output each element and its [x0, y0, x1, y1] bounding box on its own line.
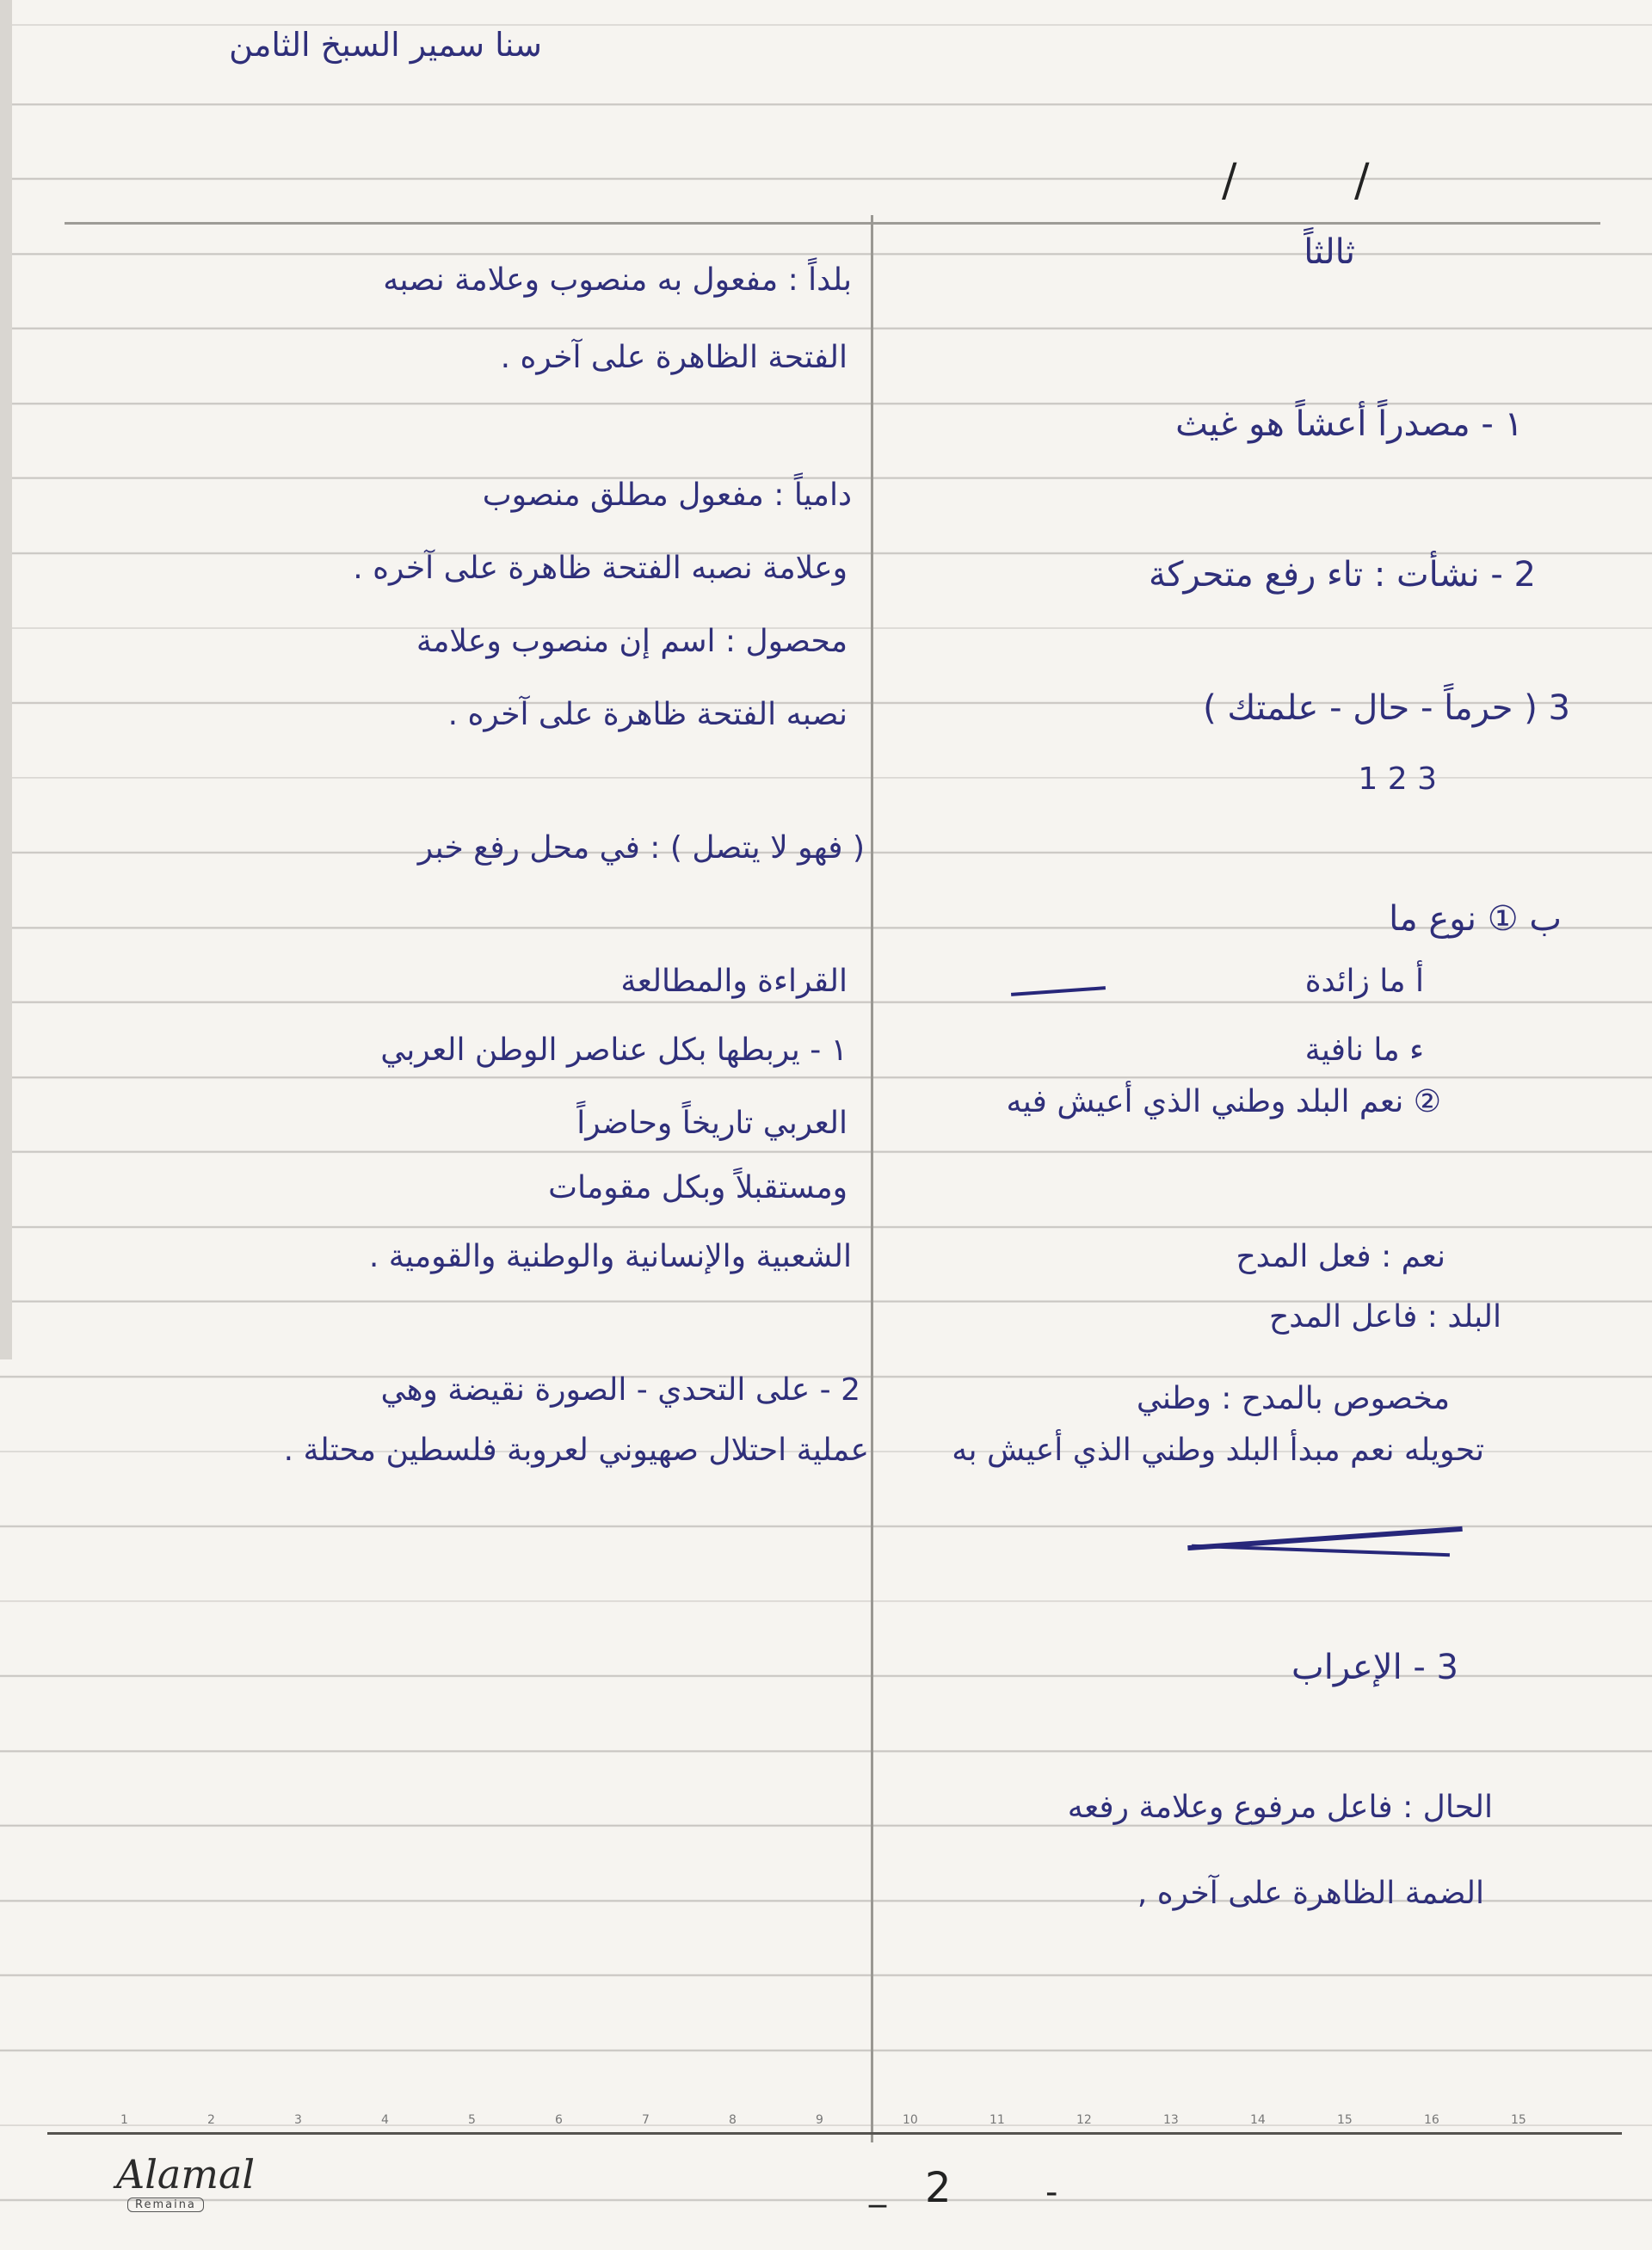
left-column-line: محصول : اسم إن منصوب وعلامة [416, 624, 848, 659]
ruler-scale [120, 2113, 1583, 2130]
ruler-tick: 7 [642, 2113, 650, 2127]
crossed-out-word [1011, 986, 1106, 996]
left-column-line: بلداً : مفعول به منصوب وعلامة نصبه [383, 262, 852, 298]
ruler-tick: 15 [1511, 2113, 1526, 2127]
page-number-dash: _ [869, 2168, 886, 2208]
ruler-tick: 3 [294, 2113, 302, 2127]
page-number: 2 [925, 2164, 952, 2212]
left-column-line: الشعبية والإنسانية والوطنية والقومية . [368, 1239, 852, 1274]
left-column-line: العربي تاريخاً وحاضراً [576, 1106, 848, 1141]
page-number-dash: - [1045, 2173, 1058, 2212]
left-column-line: نصبه الفتحة ظاهرة على آخره . [447, 697, 848, 732]
top-rule-line [65, 222, 1600, 225]
column-divider [871, 215, 873, 2142]
ruler-tick: 16 [1424, 2113, 1439, 2127]
bottom-rule-line [47, 2132, 1622, 2135]
ruler-tick: 2 [207, 2113, 215, 2127]
ruler-tick: 1 [120, 2113, 128, 2127]
ruler-tick: 13 [1163, 2113, 1179, 2127]
left-column-line: ومستقبلاً وبكل مقومات [548, 1170, 848, 1205]
right-column-line: الحال : فاعل مرفوع وعلامة رفعه [1067, 1790, 1493, 1825]
right-column-line: ثالثاً [1304, 232, 1355, 272]
left-column-line: القراءة والمطالعة [620, 964, 848, 999]
brand-logo: Alamal [116, 2151, 256, 2198]
right-column-line: 3 2 1 [1358, 761, 1437, 797]
right-column-line: نعم : فعل المدح [1236, 1239, 1446, 1274]
ruler-tick: 11 [989, 2113, 1005, 2127]
right-column-line: الضمة الظاهرة على آخره , [1137, 1876, 1484, 1911]
right-column-line: أ ما زائدة [1304, 964, 1424, 999]
left-column-line: ١ - يربطها بكل عناصر الوطن العربي [380, 1033, 848, 1068]
right-column-line: 3 - الإعراب [1291, 1648, 1458, 1687]
ruler-tick: 14 [1250, 2113, 1266, 2127]
left-column-line: دامياً : مفعول مطلق منصوب [482, 478, 852, 513]
ruler-tick: 6 [555, 2113, 563, 2127]
right-column-line: مخصوص بالمدح : وطني [1136, 1381, 1450, 1416]
left-column-line: 2 - على التحدي - الصورة نقيضة وهي [380, 1372, 860, 1408]
right-column-line: ء ما نافية [1304, 1033, 1424, 1068]
right-column-line: 3 ( حرماً - حال - علمتك ) [1203, 688, 1570, 728]
crossed-out-word [1192, 1544, 1450, 1557]
ruler-tick: 9 [816, 2113, 823, 2127]
date-slashes: / / [1222, 155, 1421, 207]
ruler-tick: 4 [381, 2113, 389, 2127]
right-column-line: ب ① نوع ما [1389, 899, 1562, 939]
right-column-line: 2 - نشأت : تاء رفع متحركة [1148, 555, 1536, 595]
ruler-tick: 12 [1076, 2113, 1092, 2127]
ruler-tick: 5 [468, 2113, 476, 2127]
left-column-line: وعلامة نصبه الفتحة ظاهرة على آخره . [353, 551, 848, 586]
ruler-tick: 8 [729, 2113, 737, 2127]
ruler-tick: 15 [1337, 2113, 1353, 2127]
left-column-line: الفتحة الظاهرة على آخره . [500, 340, 848, 375]
brand-logo-sub: Remaina [127, 2198, 204, 2212]
right-column-line: تحويله نعم مبدأ البلد وطني الذي أعيش به [952, 1433, 1484, 1468]
right-column-line: ② نعم البلد وطني الذي أعيش فيه [1006, 1084, 1441, 1119]
left-column-line: عملية احتلال صهيوني لعروبة فلسطين محتلة . [283, 1433, 869, 1468]
right-column-line: البلد : فاعل المدح [1269, 1299, 1501, 1335]
right-column-line: ١ - مصدراً أعشاً هو غيث [1175, 404, 1523, 444]
left-column-line: ( فهو لا يتصل ) : في محل رفع خبر [417, 830, 865, 866]
ruler-tick: 10 [903, 2113, 918, 2127]
student-name: سنا سمير السبخ الثامن [229, 26, 542, 64]
